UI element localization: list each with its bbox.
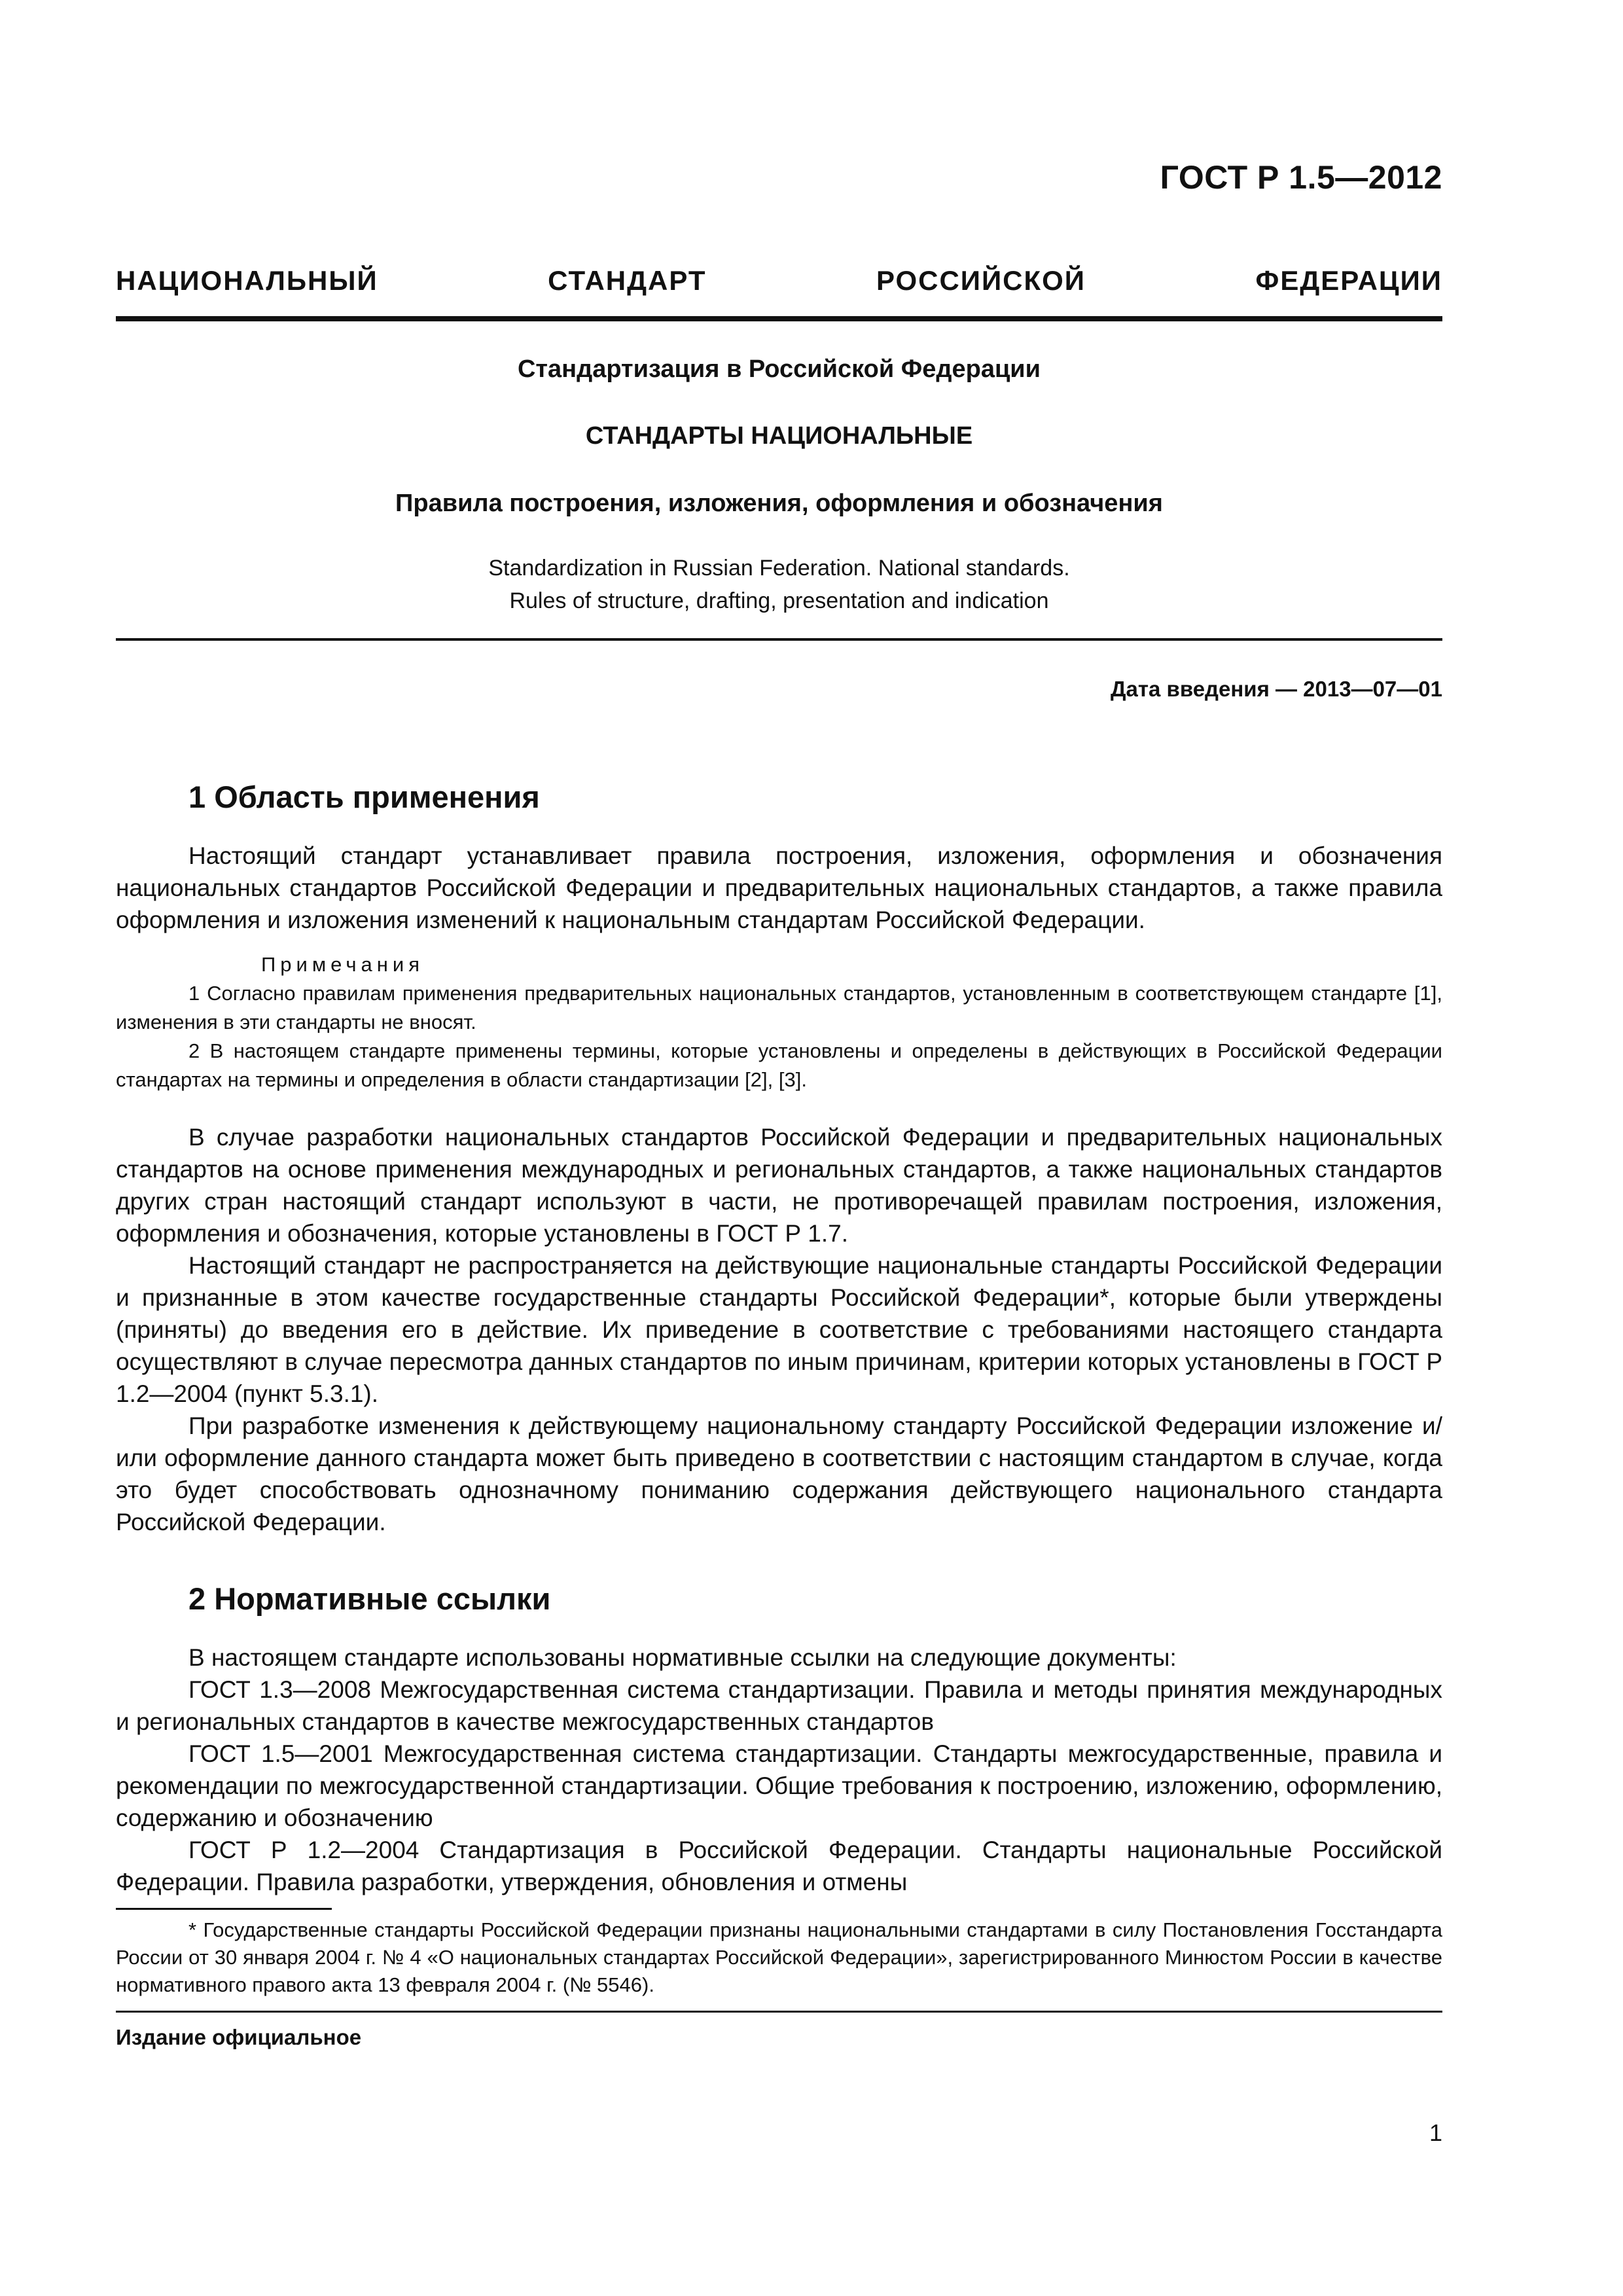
page-number: 1 [1429,2119,1442,2146]
edition-rule [116,2011,1442,2013]
section-1-paragraphs [116,1121,1442,1538]
notes-title: Примечания [261,953,424,976]
title-line-1: Стандартизация в Российской Федерации [517,355,1041,383]
section-1-paragraph-1 [116,840,1442,936]
footnote-separator [116,1908,332,1910]
paragraph: В настоящем стандарте использованы нормативные ссылки на следующие документы: [188,1644,1177,1671]
introduction-date: Дата введения — 2013—07—01 [1111,677,1442,701]
section-2-body [116,1641,1442,1898]
section-2-heading: 2 Нормативные ссылки [188,1581,551,1616]
title-english-line-1: Standardization in Russian Federation. National standards. [488,556,1070,581]
note-1: 1 Согласно правилам применения предварительных национальных стандартов, установленным в соответствующем стандарте [1], изменения в эти стандарты не вносят. [116,982,1442,1033]
paragraph: При разработке изменения к действующему национальному стандарту Российской Федерации изложение и/или оформление данного стандарта может быть приведено в соответствии с настоящим стандартом в случае, когда это будет способствовать однозначному пониманию содержания действующего национального стандарта Российской Федерации. [116,1412,1442,1535]
normative-reference: ГОСТ 1.3—2008 Межгосударственная система стандартизации. Правила и методы принятия международных и региональных стандартов в качестве межгосударственных стандартов [116,1676,1442,1735]
section-1-notes [116,950,1442,1094]
header-rule [116,316,1442,321]
footnote-text: * Государственные стандарты Российской Федерации признаны национальными стандартами в силу Постановления Госстандарта России от 30 января 2004 г. № 4 «О национальных стандартах Российской Федерации», зарегистрированного Минюстом России в качестве нормативного правого акта 13 февраля 2004 г. (№ 5546). [116,1918,1442,1996]
section-1-heading: 1 Область применения [188,780,540,814]
paragraph: Настоящий стандарт не распространяется на действующие национальные стандарты Российской Федерации и признанные в этом качестве государственные стандарты Российской Федерации*, которые были утверждены (приняты) до введения его в действие. Их приведение в соответствие с требованиями настоящего стандарта осуществляют в случае пересмотра данных стандартов по иным причинам, критерии которых установлены в ГОСТ Р 1.2—2004 (пункт 5.3.1). [116,1252,1442,1407]
title-line-2: СТАНДАРТЫ НАЦИОНАЛЬНЫЕ [585,422,973,450]
title-english-line-2: Rules of structure, drafting, presentation and indication [509,588,1049,613]
note-2: 2 В настоящем стандарте применены термины, которые установлены и определены в действующих в Российской Федерации стандартах на термины и определения в области стандартизации [2], [3]. [116,1039,1442,1091]
title-rule [116,638,1442,641]
document-number: ГОСТ Р 1.5—2012 [1160,159,1442,196]
national-standard-banner: НАЦИОНАЛЬНЫЙ СТАНДАРТ РОССИЙСКОЙ ФЕДЕРАЦИИ [116,265,1442,296]
edition-label: Издание официальное [116,2025,362,2049]
normative-reference: ГОСТ Р 1.2—2004 Стандартизация в Российской Федерации. Стандарты национальные Российской Федерации. Правила разработки, утверждения, обновления и отмены [116,1837,1442,1895]
paragraph: Настоящий стандарт устанавливает правила построения, изложения, оформления и обозначения национальных стандартов Российской Федерации и предварительных национальных стандартов, а также правила оформления и изложения изменений к национальным стандартам Российской Федерации. [116,842,1442,933]
title-english [116,552,1442,617]
paragraph: В случае разработки национальных стандартов Российской Федерации и предварительных национальных стандартов на основе применения международных и региональных стандартов, а также национальных стандартов других стран настоящий стандарт используют в части, не противоречащей правилам построения, изложения, оформления и обозначения, которые установлены в ГОСТ Р 1.7. [116,1124,1442,1247]
normative-reference: ГОСТ 1.5—2001 Межгосударственная система стандартизации. Стандарты межгосударственные, правила и рекомендации по межгосударственной стандартизации. Общие требования к построению, изложению, оформлению, содержанию и обозначению [116,1740,1442,1831]
title-line-3: Правила построения, изложения, оформления и обозначения [395,490,1163,517]
footnote [116,1916,1442,1999]
